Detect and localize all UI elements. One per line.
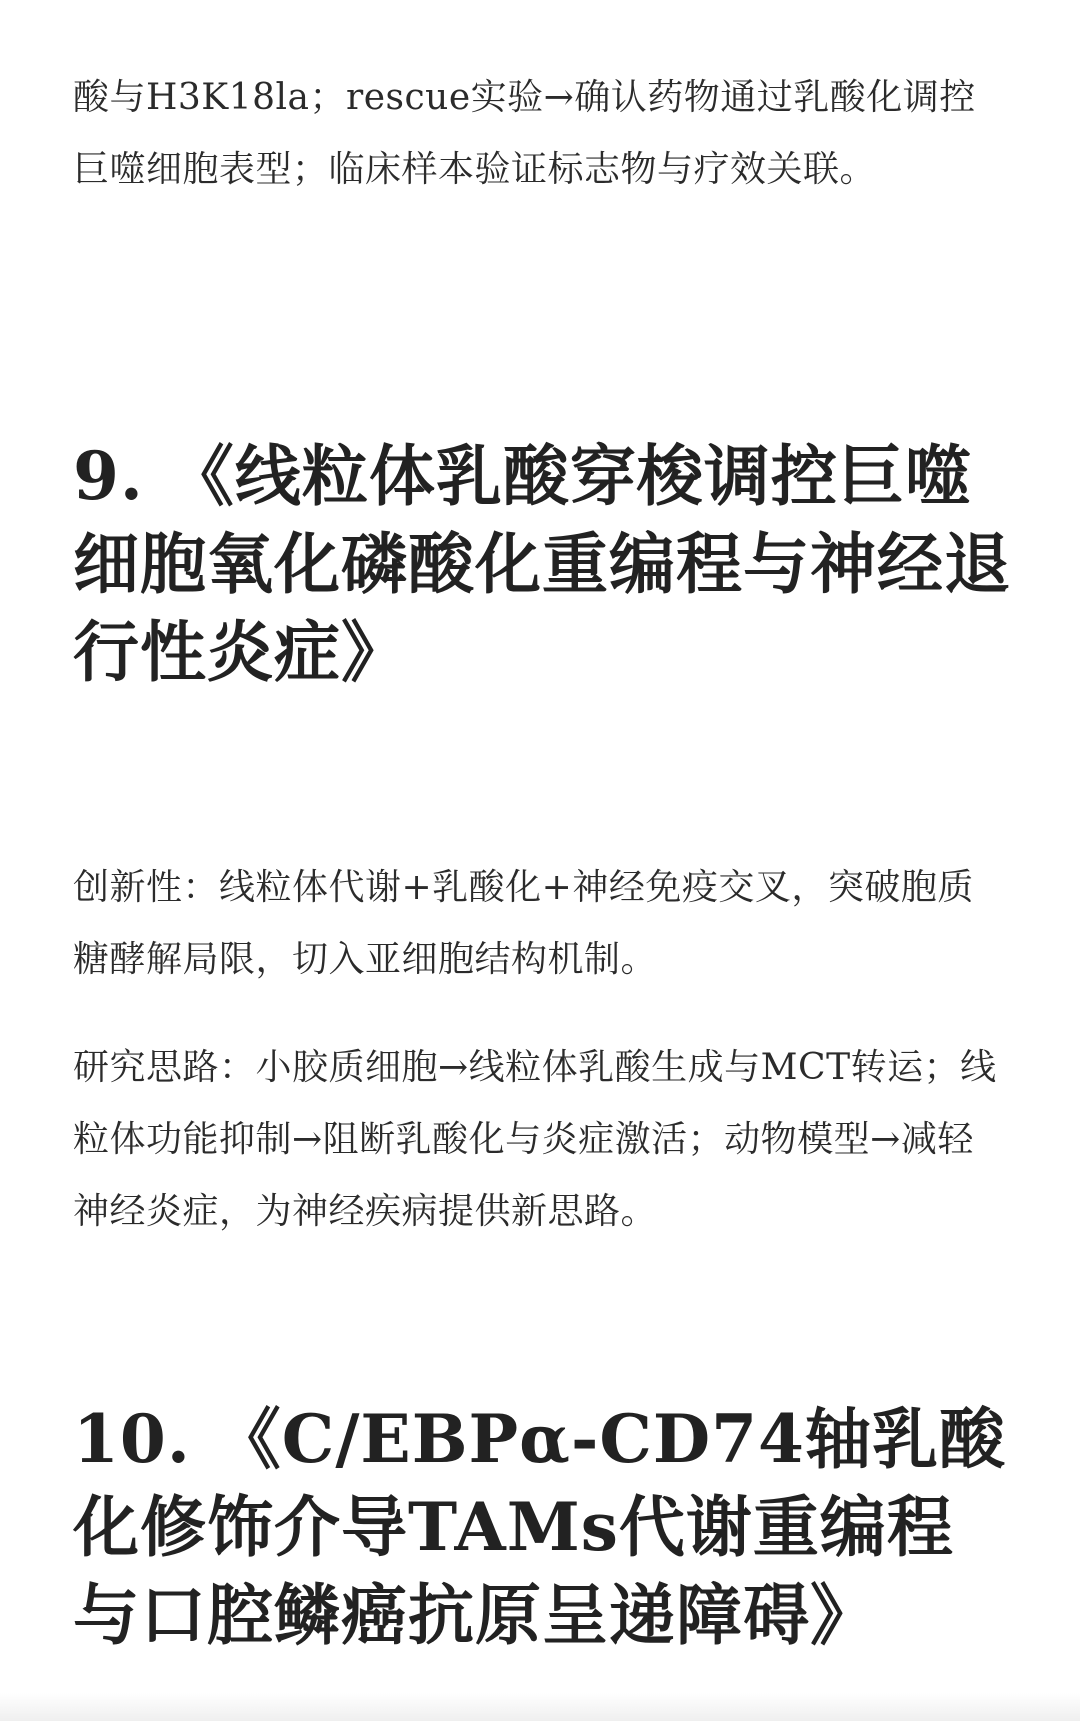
section-9-innovation: 创新性：线粒体代谢+乳酸化+神经免疫交叉，突破胞质糖酵解局限，切入亚细胞结构机制。 [73, 867, 974, 980]
page-bottom-shadow [0, 1693, 1080, 1721]
section-10-heading: 10. 《C/EBPα-CD74轴乳酸化修饰介导TAMs代谢重编程与口腔鳞癌抗原呈递障碍》 [73, 1400, 1006, 1654]
intro-paragraph: 酸与H3K18la；rescue实验→确认药物通过乳酸化调控巨噬细胞表型；临床样本验证标志物与疗效关联。 [73, 77, 976, 190]
section-9-heading: 9. 《线粒体乳酸穿梭调控巨噬细胞氧化磷酸化重编程与神经退行性炎症》 [73, 437, 1011, 691]
section-9-research-path: 研究思路：小胶质细胞→线粒体乳酸生成与MCT转运；线粒体功能抑制→阻断乳酸化与炎症激活；动物模型→减轻神经炎症，为神经疾病提供新思路。 [73, 1047, 997, 1232]
